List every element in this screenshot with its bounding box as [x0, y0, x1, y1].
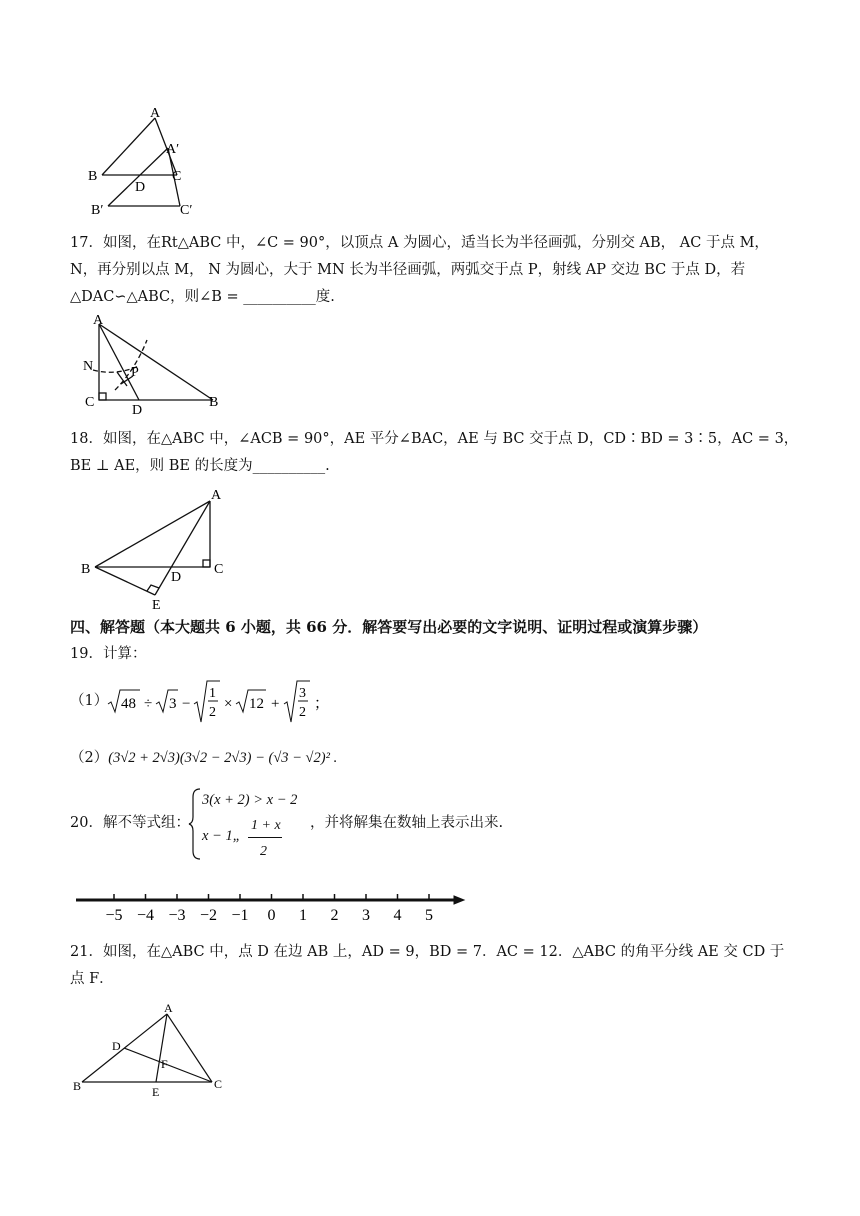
sqrt-48: 48 — [121, 696, 136, 712]
frac2-num: 3 — [299, 686, 306, 701]
tick-label: −4 — [136, 907, 155, 924]
figure-q21 — [70, 1000, 240, 1100]
q17-line2: N，再分别以点 M， N 为圆心，大于 MN 长为半径画弧，两弧交于点 P，射线 AP 交边 BC 于点 D，若 — [70, 262, 746, 278]
figure-q17 — [75, 310, 235, 418]
tick-label: 1 — [299, 907, 307, 924]
times-sign: × — [224, 696, 233, 712]
label-C-prime: C′ — [180, 203, 193, 218]
label-D: D — [135, 180, 146, 195]
label-P: P — [131, 365, 139, 380]
tick-label: −2 — [199, 907, 218, 924]
label-C: C — [214, 562, 224, 577]
label-B: B — [81, 562, 91, 577]
tick-label: 5 — [425, 907, 433, 924]
q19-part1-expr — [106, 678, 406, 726]
figure-q16 — [80, 100, 210, 220]
label-D: D — [132, 403, 143, 418]
q19-part1-label: （1） — [70, 693, 109, 709]
q20-ineq2-den: 2 — [260, 844, 267, 859]
end-mark: ； — [314, 696, 330, 712]
label-C: C — [214, 1077, 223, 1091]
q20 — [70, 785, 590, 865]
label-A-prime: A′ — [166, 142, 180, 157]
q21-line2: 点 F． — [70, 971, 114, 987]
number-line — [70, 888, 470, 928]
label-C: C — [85, 395, 95, 410]
q20-ineq2-left: x − 1„ — [202, 828, 241, 844]
q18-line1: 18．如图，在△ABC 中，∠ACB = 90°，AE 平分∠BAC，AE 与 BC 交于点 D，CD∶BD = 3∶5，AC = 3， — [70, 431, 799, 447]
tick-label: −5 — [105, 907, 123, 924]
sqrt-12: 12 — [249, 696, 264, 712]
minus-sign: − — [182, 696, 191, 712]
label-D: D — [171, 570, 182, 585]
q19-part2 — [70, 745, 337, 771]
label-E: E — [152, 1085, 160, 1099]
q18-line2: BE ⊥ AE，则 BE 的长度为__________. — [70, 458, 330, 474]
label-D: D — [112, 1039, 121, 1053]
tick-label: 0 — [267, 907, 276, 924]
div-sign: ÷ — [144, 696, 153, 712]
q20-frac-bar — [248, 837, 282, 838]
frac1-num: 1 — [209, 686, 216, 701]
q20-ineq1: 3(x + 2) > x − 2 — [202, 792, 298, 808]
q21-line1: 21．如图，在△ABC 中，点 D 在边 AB 上，AD = 9，BD = 7．AC = 12．△ABC 的角平分线 AE 交 CD 于 — [70, 944, 785, 960]
tick-label: 4 — [393, 907, 402, 924]
section-heading: 四、解答题（本大题共 6 小题，共 66 分．解答要写出必要的文字说明、证明过程或演算步骤） — [70, 618, 708, 636]
label-B-prime: B′ — [91, 203, 104, 218]
q19-part2-label: （2） — [70, 750, 109, 766]
tick-label: −3 — [168, 907, 186, 924]
q17-line1: 17．如图，在Rt△ABC 中，∠C = 90°，以顶点 A 为圆心，适当长为半径画弧，分别交 AB， AC 于点 M， — [70, 235, 769, 251]
q19-part2-expr: (3√2 + 2√3)(3√2 − 2√3) − (√3 − √2)² . — [108, 750, 338, 766]
q17-line3: △DAC∽△ABC，则∠B = __________度. — [70, 289, 335, 305]
label-F: F — [161, 1057, 168, 1071]
label-B: B — [88, 169, 98, 184]
label-A: A — [93, 313, 104, 328]
q20-tail: ，并将解集在数轴上表示出来. — [310, 815, 504, 831]
label-A: A — [211, 488, 222, 503]
plus-sign: + — [271, 696, 280, 712]
q20-ineq2-num: 1 + x — [251, 818, 281, 833]
q19-part1 — [70, 678, 470, 726]
label-N: N — [83, 359, 94, 374]
q20-intro: 20．解不等式组： — [70, 815, 190, 831]
tick-label: 3 — [362, 907, 370, 924]
sqrt-3: 3 — [169, 696, 177, 712]
label-A: A — [150, 106, 161, 121]
label-E: E — [152, 598, 161, 613]
label-B: B — [73, 1079, 82, 1093]
frac2-den: 2 — [299, 705, 306, 720]
figure-q18 — [75, 485, 245, 613]
brace — [188, 787, 202, 861]
tick-label: −1 — [231, 907, 249, 924]
q19-intro: 19．计算： — [70, 646, 147, 662]
frac1-den: 2 — [209, 705, 216, 720]
tick-label: 2 — [330, 907, 339, 924]
label-A: A — [164, 1001, 173, 1015]
label-C: C — [172, 169, 182, 184]
label-B: B — [209, 395, 219, 410]
